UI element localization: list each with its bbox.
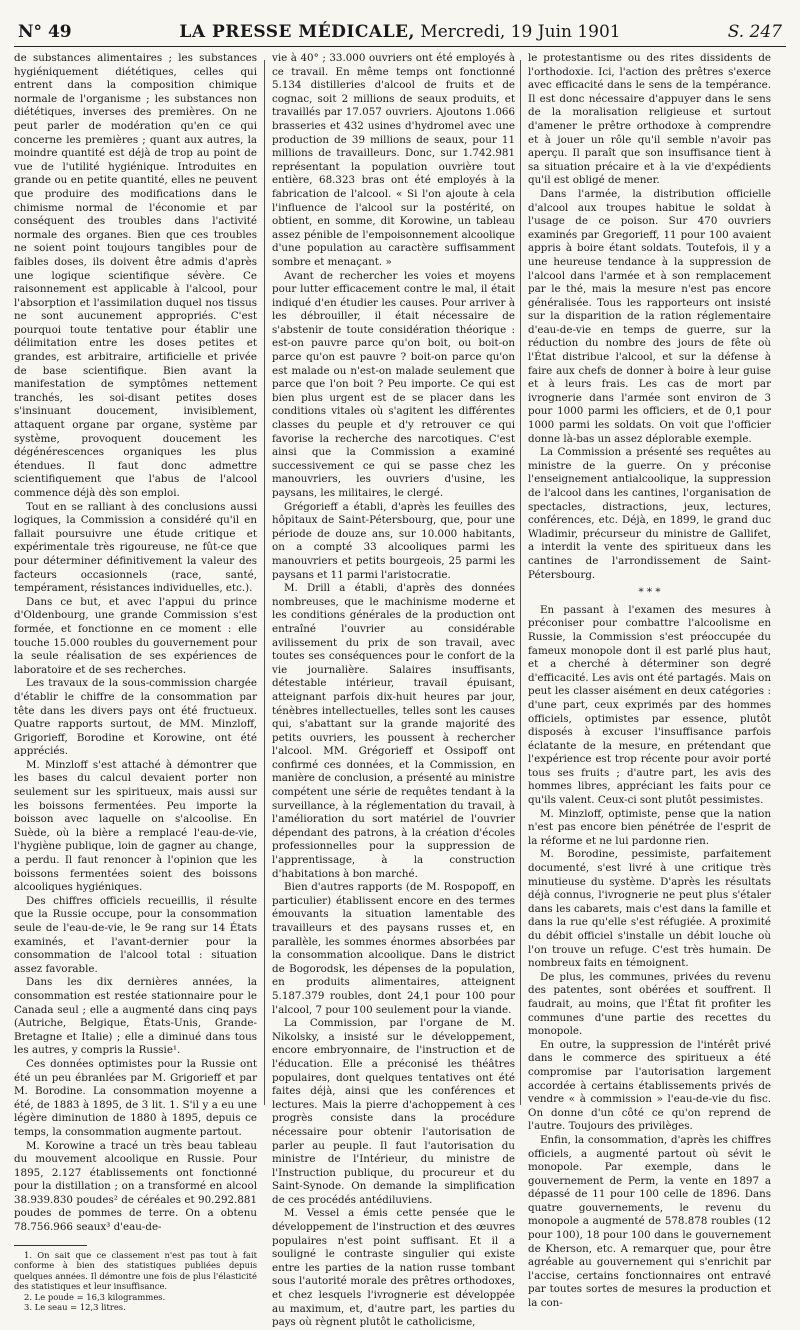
paragraph: Bien d'autres rapports (de M. Rospopoff, en particulier) établissent encore en des termes émouvants la situation lamentable des travailleurs et des paysans russes et, en parallèle, les sommes énormes absorbées par la consommation alcoolique. Dans le district de Bogorodsk, les dépenses de la population, en produits alimentaires, atteignent 5.187.379 roubles, dont 24,1 pour 100 pour l'alcool, 7 pour 100 seulement pour la viande.	[272, 881, 515, 1016]
paragraph: Des chiffres officiels recueillis, il résulte que la Russie occupe, pour la consommation seule de l'eau-de-vie, le 9e rang sur 14 États examinés, et l'avant-dernier pour la consommation de l'alcool total : situation assez favorable.	[14, 894, 257, 975]
paragraph: le protestantisme ou des rites dissidents de l'orthodoxie. Ici, l'action des prêtres s'exerce avec efficacité dans le sens de la tempérance. Il est donc nécessaire d'appuyer dans le sens de la moralisation religieuse et surtout d'amener le prêtre orthodoxe à comprendre et à jouer un rôle qu'il semble n'avoir pas aperçu. Il paraît que son insuffisance tient à sa situation précaire et à la vie d'expédients qu'il est obligé de mener.	[528, 52, 771, 187]
paragraph: Tout en se ralliant à des conclusions aussi logiques, la Commission a considéré qu'il en fallait poursuivre une étude critique et expérimentale très rigoureuse, ne fût-ce que pour déterminer définitivement la valeur des facteurs occasionnels (race, santé, tempérament, résistances individuelles, etc.).	[14, 500, 257, 595]
paragraph: M. Minzloff, optimiste, pense que la nation n'est pas encore bien pénétrée de l'esprit de la réforme et ne lui pardonne rien.	[528, 807, 771, 847]
section-separator: * * *	[638, 586, 661, 599]
issue-number: N° 49	[18, 22, 72, 42]
paragraph: M. Korowine a tracé un très beau tableau du mouvement alcoolique en Russie. Pour 1895, 2.127 établissements ont fonctionné pour la distillation ; on a transformé en alcool 38.939.830 poudes² de céréales et 90.292.881 poudes de pommes de terre. On a obtenu 78.756.966 seaux³ d'eau-de-	[14, 1139, 257, 1234]
paragraph: M. Vessel a émis cette pensée que le développement de l'instruction et des œuvres populaires n'est point suffisant. Et il a souligné le contraste singulier qui existe entre les parties de la nation russe tombant sous l'autorité morale des prêtres orthodoxes, et chez lesquels l'ivrognerie est développée au maximum, et, d'autre part, les parties du pays où règnent plutôt le catholicisme,	[272, 1207, 515, 1329]
paragraph: En passant à l'examen des mesures à préconiser pour combattre l'alcoolisme en Russie, la Commission s'est préoccupée du fameux monopole dont il est parlé plus haut, et a cherché à déterminer son degré d'efficacité. Les avis ont été partagés. Mais on peut les classer aisément en deux catégories : d'une part, ceux exprimés par des hommes officiels, optimistes par essence, plutôt disposés à excuser l'insuffisance parfois éclatante de la mesure, en prétendant que l'expérience est trop récente pour avoir porté tous ses fruits ; d'autre part, les avis des hommes libres, appréciant les faits pour ce qu'ils valent. Ceux-ci sont plutôt pessimistes.	[528, 603, 771, 807]
journal-title: LA PRESSE MÉDICALE,	[179, 22, 415, 42]
paragraph: M. Drill a établi, d'après des données nombreuses, que le machinisme moderne et les conditions générales de la production ont entraîné l'ouvrier au considérable avilissement du prix de son travail, avec toutes ses conséquences pour le confort de la vie journalière. Salaires insuffisants, détestable intérieur, travail épuisant, atteignant parfois dix-huit heures par jour, ténèbres intellectuelles, telles sont les causes qui, s'abattant sur la grande majorité des petits ouvriers, les poussent à rechercher l'alcool. MM. Grégorieff et Ossipoff ont confirmé ces données, et la Commission, en manière de conclusion, a présenté au ministre compétent une série de requêtes tendant à la surveillance, à la réglementation du travail, à l'amélioration du sort matériel de l'ouvrier dépendant des patrons, à la création d'écoles professionnelles pour la suppression de l'apprentissage, à la construction d'habitations à bon marché.	[272, 582, 515, 880]
paragraph: Grégorieff a établi, d'après les feuilles des hôpitaux de Saint-Pétersbourg, que, pour une période de douze ans, sur 10.000 habitants, on a compté 33 alcooliques parmi les manouvriers et petits bourgeois, 25 parmi les paysans et 11 parmi l'aristocratie.	[272, 500, 515, 581]
column-1	[14, 52, 257, 1313]
footnote-rule	[14, 1245, 87, 1246]
paragraph: Avant de rechercher les voies et moyens pour lutter efficacement contre le mal, il était indiqué d'en étudier les causes. Pour arriver à les débrouiller, il était nécessaire de s'abstenir de toute considération théorique : est-on pauvre parce qu'on boit, ou boit-on parce qu'on est pauvre ? boit-on parce qu'on est malade ou n'est-on malade seulement que parce que l'on boit ? Peu importe. Ce qui est bien plus urgent est de se placer dans les conditions vitales où s'agitent les différentes classes du peuple et d'y retrouver ce qui favorise la recherche des narcotiques. C'est ainsi que la Commission a examiné successivement ce qui se passe chez les manouvriers, les ouvriers d'usine, les paysans, les militaires, le clergé.	[272, 269, 515, 499]
footnotes	[14, 1250, 257, 1313]
paragraph: M. Borodine, pessimiste, parfaitement documenté, s'est livré à une critique très minutieuse du système. D'après les résultats déjà connus, l'ivrognerie ne peut plus s'étaler dans les cabarets, mais c'est dans la famille et dans la rue qu'elle s'est réfugiée. A proximité du débit officiel s'installe un débit louche où l'on trouve un refuge. C'est très humain. De nombreux faits en témoignent.	[528, 848, 771, 970]
paragraph: Dans les dix dernières années, la consommation est restée stationnaire pour le Canada seul ; elle a augmenté dans cinq pays (Autriche, Belgique, États-Unis, Grande-Bretagne et Italie) ; elle a diminué dans tous les autres, y compris la Russie¹.	[14, 976, 257, 1057]
column-rule	[264, 60, 265, 1105]
paragraph: Dans l'armée, la distribution officielle d'alcool aux troupes habitue le soldat à l'usage de ce poison. Sur 470 ouvriers examinés par Gregorieff, 11 pour 100 avaient appris à boire étant soldats. Toutefois, il y a une heureuse tendance à la suppression de l'alcool dans l'armée et à son remplacement par le thé, mais la mesure n'est pas encore généralisée. Tous les rapporteurs ont insisté sur la disparition de la ration réglementaire d'eau-de-vie en temps de guerre, sur la réduction du nombre des jours de fête où l'État distribue l'alcool, et sur la défense à faire aux chefs de donner à boire à leur guise et à leurs frais. Les cas de mort par ivrognerie dans l'armée sont environ de 3 pour 1000 parmi les officiers, et de 0,1 pour 1000 parmi les soldats. On voit que l'officier donne là-bas un assez déplorable exemple.	[528, 187, 771, 445]
column-2	[272, 52, 515, 1329]
paragraph: vie à 40° ; 33.000 ouvriers ont été employés à ce travail. En même temps ont fonctionné 5.134 distilleries d'alcool de fruits et de cognac, soit 2 millions de seaux produits, et travaillés par 17.057 ouvriers. Ajoutons 1.066 brasseries et 432 usines d'hydromel avec une production de 39 millions de seaux, pour 11 millions de travailleurs. Donc, sur 1.742.981 représentant la population ouvrière tout entière, 68.323 bras ont été employés à la fabrication de l'alcool. « Si l'on ajoute à cela l'influence de l'alcool sur la postérité, on obtient, en somme, dit Korowine, un tableau assez pénible de l'empoisonnement alcoolique d'une population au caractère suffisamment sombre et menaçant. »	[272, 52, 515, 268]
footnote: 2. Le poude = 16,3 kilogrammes.	[24, 1291, 166, 1302]
footnote: 3. Le seau = 12,3 litres.	[24, 1302, 126, 1313]
paragraph: La Commission a présenté ses requêtes au ministre de la guerre. On y préconise l'enseignement antialcoolique, la suppression de l'alcool dans les cantines, l'organisation de spectacles, distractions, jeux, lectures, conférences, etc. Déjà, en 1899, le grand duc Wladimir, précurseur du ministre de Gallifet, a interdit la vente des spiritueux dans les cantines de l'arrondissement de Saint-Pétersbourg.	[528, 446, 771, 581]
paragraph: La Commission, par l'organe de M. Nikolsky, a insisté sur le développement, encore embryonnaire, de l'instruction et de l'éducation. Elle a préconisé les théâtres populaires, dont quelques tentatives ont été faites déjà, ainsi que les conférences et lectures. Mais la pierre d'achoppement à ces progrès consiste dans la procédure nécessaire pour obtenir l'autorisation de parler au peuple. Il faut l'autorisation du ministre de l'Intérieur, du ministre de l'Instruction publique, du procureur et du Saint-Synode. On demande la simplification de ces procédés antédiluviens.	[272, 1017, 515, 1206]
footnote: 1. On sait que ce classement n'est pas tout à fait conforme à bien des statistiques publiées depuis quelques années. Il démontre une fois de plus l'élasticité des statistiques et leur insuffisance.	[14, 1249, 257, 1292]
page-header	[14, 18, 786, 47]
column-3	[528, 52, 771, 1310]
column-rule	[520, 60, 521, 1105]
paragraph: M. Minzloff s'est attaché à démontrer que les bases du calcul devaient porter non seulement sur les spiritueux, mais aussi sur les boissons fermentées. Peu importe la boisson avec laquelle on s'alcoolise. En Suède, où la bière a remplacé l'eau-de-vie, l'hygiène publique, loin de gagner au change, a perdu. Il faut renoncer à l'opinion que les boissons fermentées soient des boissons alcooliques hygiéniques.	[14, 758, 257, 894]
page-number: S. 247	[727, 22, 782, 42]
paragraph: Dans ce but, et avec l'appui du prince d'Oldenbourg, une grande Commission s'est formée, et fonctionne en ce moment : elle touche 15.000 roubles du gouvernement pour la seule réalisation de ses expériences de laboratoire et de ses recherches.	[14, 595, 257, 676]
paragraph: De plus, les communes, privées du revenu des patentes, sont obérées et souffrent. Il faudrait, au moins, que l'État fit profiter les communes d'une partie des recettes du monopole.	[528, 970, 771, 1038]
paragraph: En outre, la suppression de l'intérêt privé dans le commerce des spiritueux a été compromise par l'autorisation largement accordée à certains établissements privés de vendre « à commission » l'eau-de-vie du fisc. On donne d'un côté ce qu'on reprend de l'autre. Toujours des privilèges.	[528, 1038, 771, 1133]
paragraph: Enfin, la consommation, d'après les chiffres officiels, a augmenté partout où sévit le monopole. Par exemple, dans le gouvernement de Perm, la vente en 1897 a dépassé de 11 pour 100 celle de 1896. Dans quatre gouvernements, le revenu du monopole a augmenté de 578.878 roubles (12 pour 100), 18 pour 100 dans le gouvernement de Kherson, etc. A remarquer que, pour être agréable au gouvernement qui s'enrichit par l'accise, certains fonctionnaires ont entravé par toutes sortes de mesures la production et la con-	[528, 1133, 771, 1310]
paragraph: de substances alimentaires ; les substances hygiéniquement diététiques, celles qui entrent dans la composition chimique normale de l'organisme ; les substances non diététiques, inverses des premières. On ne peut parler de modération qu'en ce qui concerne les premières ; quant aux autres, la moindre quantité est déjà de trop au point de vue de l'utilité hygiénique. Introduites en grande ou en petite quantité, elles ne peuvent que produire des modifications dans le chimisme normal de l'économie et par conséquent des troubles dans l'activité normale des organes. Bien que ces troubles ne soient point toujours tangibles pour de faibles doses, ils doivent être admis d'après une logique scientifique sévère. Ce raisonnement est applicable à l'alcool, pour l'absorption et l'assimilation duquel nos tissus ne sont aucunement appropriés. C'est pourquoi toute tentative pour établir une délimitation entre les doses petites et grandes, est arbitraire, artificielle et privée de base scientifique. Bien avant la manifestation de symptômes nettement tranchés, les soi-disant petites doses s'insinuant doucement, invisiblement, attaquent organe par organe, système par système, provoquent doucement les dégénérescences organiques les plus étendues. Il faut donc admettre scientifiquement que l'abus de l'alcool commence déjà dès son emploi.	[14, 52, 257, 499]
paragraph: Les travaux de la sous-commission chargée d'établir le chiffre de la consommation par tête dans les divers pays ont été fructueux. Quatre rapports surtout, de MM. Minzloff, Grigorieff, Borodine et Korowine, ont été appréciés.	[14, 677, 257, 758]
issue-date: Mercredi, 19 Juin 1901	[420, 22, 621, 42]
paragraph: Ces données optimistes pour la Russie ont été un peu ébranlées par M. Grigorieff et par M. Borodine. La consommation moyenne a été, de 1883 à 1895, de 3 lit. 1. S'il y a eu une légère diminution de 1880 à 1895, depuis ce temps, la consommation augmente partout.	[14, 1057, 257, 1138]
masthead	[14, 22, 786, 42]
